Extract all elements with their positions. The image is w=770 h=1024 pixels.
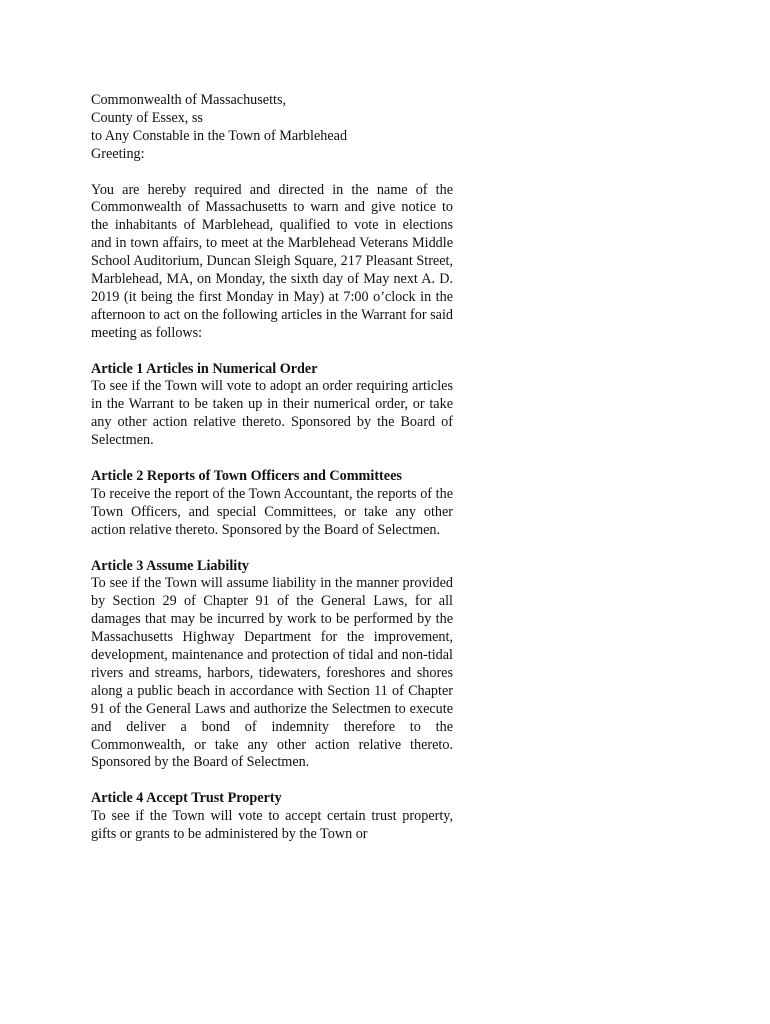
- article-body: To see if the Town will vote to accept certain trust property, gifts or grants to be administered by the Town or: [91, 808, 453, 843]
- warrant-page: [91, 92, 453, 844]
- article-body: To see if the Town will assume liability in the manner provided by Section 29 of Chapter 91 of the General Laws, for all damages that may be incurred by work to be performed by the Massachusetts Highway Department for the improvement, development, maintenance and protection of tidal and non-tidal rivers and streams, harbors, tidewaters, foreshores and shores along a public beach in accordance with Section 11 of Chapter 91 of the General Laws and authorize the Selectmen to execute and deliver a bond of indemnity therefore to the Commonwealth, or take any other action relative thereto. Sponsored by the Board of Selectmen.: [91, 575, 453, 771]
- warrant-header: [91, 92, 453, 164]
- article-3: [91, 558, 453, 773]
- header-line-constable: to Any Constable in the Town of Marblehead: [91, 127, 348, 144]
- header-line-county: County of Essex, ss: [91, 109, 203, 126]
- article-body: To see if the Town will vote to adopt an order requiring articles in the Warrant to be taken up in their numerical order, or take any other action relative thereto. Sponsored by the Board of Selectmen.: [91, 378, 453, 449]
- article-body: To receive the report of the Town Accountant, the reports of the Town Officers, and special Committees, or take any other action relative thereto. Sponsored by the Board of Selectmen.: [91, 485, 453, 538]
- article-heading: Article 1 Articles in Numerical Order: [91, 360, 318, 377]
- article-heading: Article 4 Accept Trust Property: [91, 790, 282, 807]
- intro-paragraph: You are hereby required and directed in the name of the Commonwealth of Massachusetts to warn and give notice to the inhabitants of Marblehead, qualified to vote in elections and in town affairs, to meet at the Marblehead Veterans Middle School Auditorium, Duncan Sleigh Square, 217 Pleasant Street, Marblehead, MA, on Monday, the sixth day of May next A. D. 2019 (it being the first Monday in May) at 7:00 o’clock in the afternoon to act on the following articles in the Warrant for said meeting as follows:: [91, 181, 453, 341]
- article-2: [91, 468, 453, 540]
- header-line-commonwealth: Commonwealth of Massachusetts,: [91, 92, 287, 108]
- article-4: [91, 790, 453, 844]
- article-heading: Article 3 Assume Liability: [91, 557, 250, 574]
- header-line-greeting: Greeting:: [91, 145, 145, 162]
- article-1: [91, 361, 453, 451]
- article-heading: Article 2 Reports of Town Officers and Committees: [91, 467, 402, 484]
